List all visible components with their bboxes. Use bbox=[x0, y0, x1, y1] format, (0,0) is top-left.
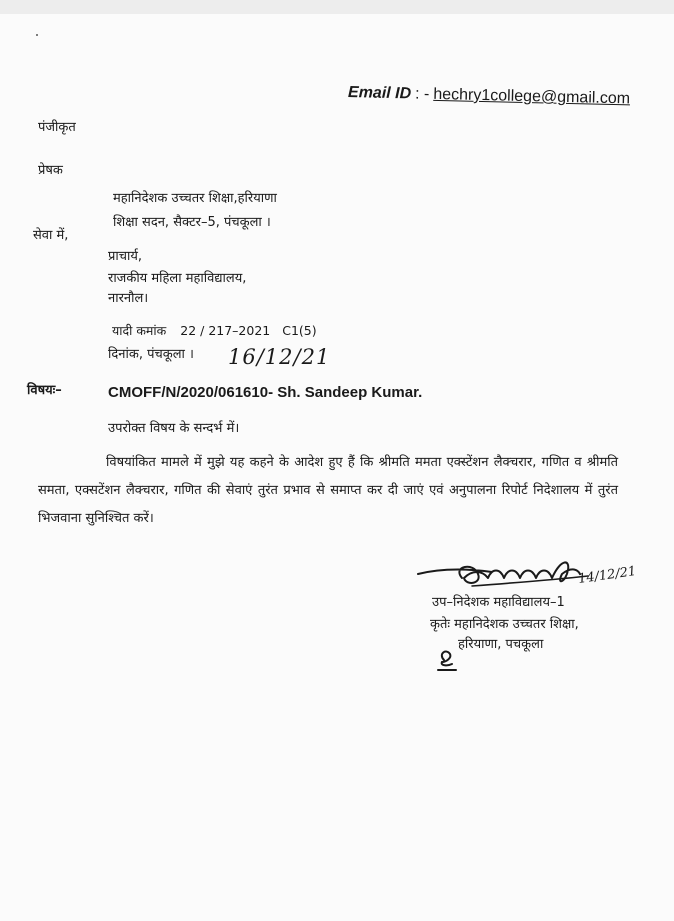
handwritten-date: 16/12/21 bbox=[228, 345, 331, 369]
memo-label: यादी कमांक bbox=[112, 323, 167, 338]
subject-text: CMOFF/N/2020/061610- Sh. Sandeep Kumar. bbox=[108, 384, 423, 401]
body-paragraph: विषयांकित मामले में मुझे यह कहने के आदेश हुए हैं कि श्रीमति ममता एक्स्टेंशन लैक्चरार, गणित व श्रीमति समता, एक्सटेंशन लैक्चरार, गणित की सेवाएं तुरंत प्रभाव से समाप्त कर दी जाएं एवं अनुपालना रिपोर्ट निदेशालय में तुरंत भिजवाना सुनिश्चित करें। bbox=[38, 455, 618, 526]
memo-number: 22 / 217–2021 bbox=[180, 323, 271, 338]
date-label: दिनांक, पंचकूला । bbox=[108, 347, 194, 362]
recipient-label: सेवा में, bbox=[33, 228, 69, 243]
handwritten-initial bbox=[434, 646, 464, 674]
paper-speck bbox=[36, 34, 38, 36]
recipient-line-2: राजकीय महिला महाविद्यालय, bbox=[108, 271, 247, 286]
sender-label: प्रेषक bbox=[38, 163, 63, 178]
subject-label: विषयः– bbox=[27, 383, 62, 398]
signatory-designation: उप–निदेशक महाविद्यालय–1 bbox=[432, 595, 565, 610]
reference-line: उपरोक्त विषय के सन्दर्भ में। bbox=[108, 421, 240, 436]
memo-line bbox=[112, 322, 317, 339]
sender-line-1: महानिदेशक उच्चतर शिक्षा,हरियाणा bbox=[113, 191, 277, 206]
email-separator: : - bbox=[414, 85, 430, 103]
signatory-on-behalf: कृतेः महानिदेशक उच्चतर शिक्षा, bbox=[430, 617, 579, 632]
email-address: hechry1college@gmail.com bbox=[433, 85, 631, 108]
email-label: Email ID bbox=[347, 84, 412, 103]
recipient-line-1: प्राचार्य, bbox=[108, 249, 143, 264]
signatory-location: हरियाणा, पचकूला bbox=[458, 637, 544, 652]
signature-date: 14/12/21 bbox=[577, 564, 638, 587]
recipient-line-3: नारनौल। bbox=[108, 291, 149, 306]
registered-label: पंजीकृत bbox=[38, 120, 76, 135]
memo-code: C1(5) bbox=[282, 323, 317, 338]
sender-line-2: शिक्षा सदन, सैक्टर–5, पंचकूला । bbox=[113, 215, 271, 230]
top-bar bbox=[0, 0, 674, 14]
